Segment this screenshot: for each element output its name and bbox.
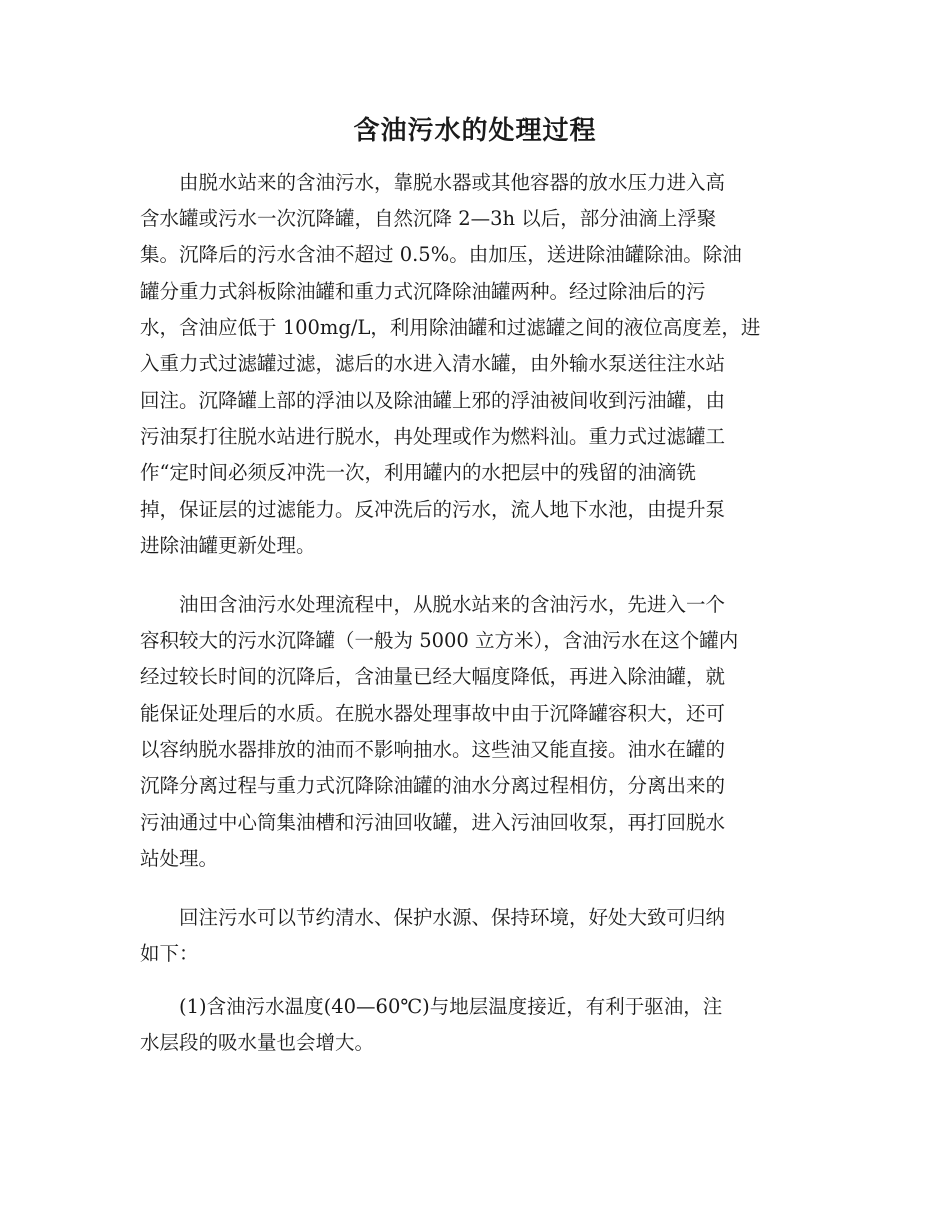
paragraph-line: 污油泵打往脱水站进行脱水，冉处理或作为燃料汕。重力式过滤罐工 [140,425,726,448]
paragraph-line: 含水罐或污水一次沉降罐，自然沉降 2—3h 以后，部分油滴上浮聚 [140,207,717,230]
paragraph-line: 如下： [140,942,199,965]
paragraph-line: 容积较大的污水沉降罐（一般为 5000 立方米），含油污水在这个罐内 [140,629,739,652]
paragraph-line: 站处理。 [140,847,219,870]
paragraph-line: 能保证处理后的水质。在脱水器处理事故中由于沉降罐容积大，还可 [140,702,726,725]
paragraph-line: 回注污水可以节约清水、保护水源、保持环境，好处大致可归纳 [140,906,726,929]
paragraph-line: 掉，保证层的过滤能力。反冲洗后的污水，流人地下水池，由提升泵 [140,498,726,521]
paragraph-line: 由脱水站来的含油污水，靠脱水器或其他容器的放水压力进入高 [140,171,726,194]
paragraph-line: 水，含油应低于 100mg/L，利用除油罐和过滤罐之间的液位高度差，进 [140,316,761,339]
paragraph-line: 作“定时间必须反冲洗一次，利用罐内的水把层中的残留的油滴铣 [140,461,696,484]
paragraph-line: 以容纳脱水器排放的油而不影响抽水。这些油又能直接。油水在罐的 [140,738,726,761]
document-title: 含油污水的处理过程 [353,116,597,146]
paragraph-line: 经过较长时间的沉降后，含油量已经大幅度降低，再进入除油罐，就 [140,665,726,688]
paragraph-line: 沉降分离过程与重力式沉降除油罐的油水分离过程相仿，分离出来的 [140,774,726,797]
paragraph-line: 入重力式过滤罐过滤，滤后的水进入清水罐，由外输水泵送往注水站 [140,352,726,375]
paragraph-line: 油田含油污水处理流程中，从脱水站来的含油污水，先进入一个 [140,593,726,616]
paragraph-line: 集。沉降后的污水含油不超过 0.5%。由加压，送进除油罐除油。除油 [140,243,742,266]
paragraph-line: 水层段的吸水量也会增大。 [140,1031,375,1054]
paragraph-line: 进除油罐更新处理。 [140,534,316,557]
paragraph-line: (1)含油污水温度(40—60℃)与地层温度接近，有利于驱油，注 [140,995,723,1018]
paragraph-line: 罐分重力式斜板除油罐和重力式沉降除油罐两种。经过除油后的污 [140,280,706,303]
paragraph-line: 回注。沉降罐上部的浮油以及除油罐上邪的浮油被间收到污油罐，由 [140,389,726,412]
paragraph-line: 污油通过中心筒集油槽和污油回收罐，进入污油回收泵，再打回脱水 [140,811,726,834]
